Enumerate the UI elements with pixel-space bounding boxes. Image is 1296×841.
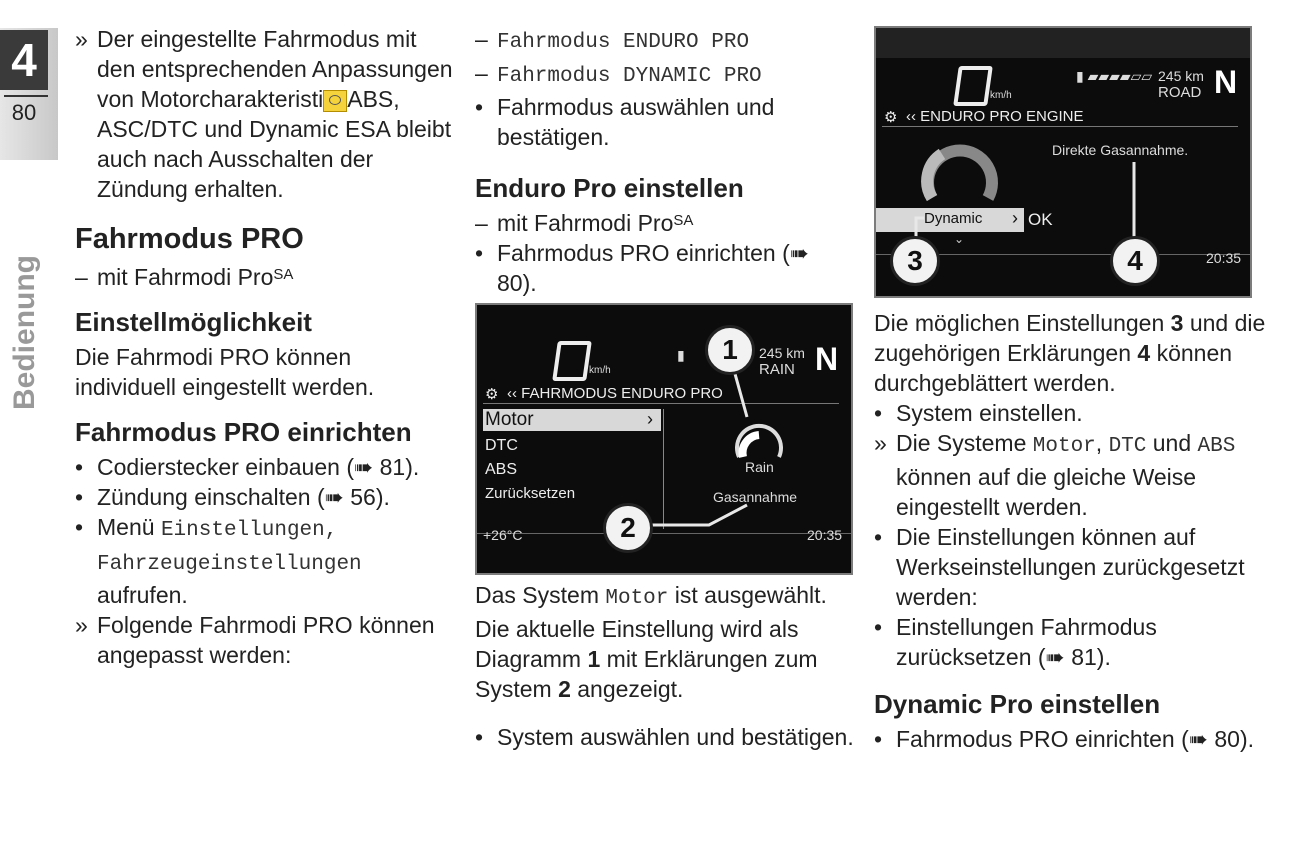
chapter-divider: [4, 95, 48, 97]
chapter-number: 4: [0, 30, 48, 90]
dashboard-screen-enduro-pro: km/h ▮ 245 km RAIN N ⚙ ‹‹ FAHRMODUS ENDURO PRO Motor › DTC ABS Zurücksetzen Rain Gasannahme +26°C 20:35 1 2: [475, 303, 853, 575]
gear-icon: ⚙: [884, 109, 898, 126]
column-1: [75, 24, 455, 670]
comment-icon[interactable]: [323, 90, 347, 112]
step-reset: • Einstellungen Fahrmodus zurücksetzen (➠ 81).: [874, 614, 1157, 670]
chevron-right-icon: ›: [1012, 208, 1018, 228]
gear-icon: ⚙: [485, 386, 499, 403]
step-system-set: • System einstellen.: [874, 400, 1083, 426]
info-systems: » Die Systeme Motor, DTC und ABS können auf die gleiche Weise eingestellt werden.: [874, 430, 1236, 520]
dashboard-screen-enduro-engine: km/h ▮ ▰▰▰▰▱▱ 245 km ROAD N ⚙ ‹‹ ENDURO PRO ENGINE Direkte Gasannahme. Dynamic › OK ⌄ 20:35 3 4: [874, 26, 1252, 298]
heading-enduro-pro: Enduro Pro einstellen: [475, 173, 744, 203]
step-dynamic-setup: • Fahrmodus PRO einrichten (➠ 80).: [874, 726, 1255, 752]
setting-dynamic[interactable]: Dynamic: [924, 210, 983, 227]
heading-fahrmodus-pro: Fahrmodus PRO: [75, 223, 304, 255]
callout-4: 4: [1110, 236, 1160, 286]
step-system-select: • System auswählen und bestätigen.: [475, 724, 854, 750]
mode-enduro: – Fahrmodus ENDURO PRO: [475, 26, 750, 54]
ok-label[interactable]: OK: [1028, 210, 1053, 229]
heading-einstellmoeglichkeit: Einstellmöglichkeit: [75, 307, 312, 337]
menu-item-motor[interactable]: Motor: [485, 409, 534, 430]
fuel-gauge-icon: ▮ ▰▰▰▰▱▱: [1076, 68, 1153, 84]
caption-screen-2: Die möglichen Einstellungen 3 und die zugehörigen Erklärungen 4 können durchgeblättert werden.: [874, 310, 1266, 396]
menu-item-reset[interactable]: Zurücksetzen: [485, 485, 576, 502]
heading-dynamic-pro: Dynamic Pro einstellen: [874, 689, 1161, 719]
sa-line: – mit Fahrmodi Pro$^{SA}$: [75, 264, 294, 290]
sa-line-2: – mit Fahrmodi Pro$^{SA}$: [475, 210, 694, 236]
step-setup-pro: • Fahrmodus PRO einrichten (➠ 80).: [475, 240, 809, 296]
callout-lines: [477, 305, 851, 573]
step-menu: • Menü Einstellungen, Fahrzeugeinstellungen aufrufen.: [75, 514, 362, 608]
chevron-down-icon: ⌄: [954, 232, 965, 246]
intro-result: » Der eingestellte Fahrmodus mit den entsprechenden Anpassungen von Motorcharakteristi ABS, ASC/DTC und Dynamic ESA bleibt auch nach Ausschalten der Zündung erhalten.: [75, 26, 453, 202]
column-3: [874, 308, 1284, 754]
section-label: Bedienung: [8, 255, 41, 410]
column-2: [475, 24, 855, 298]
callout-1: 1: [705, 325, 755, 375]
fuel-icon: ▮: [677, 347, 685, 363]
step-folgende: » Folgende Fahrmodi PRO können angepasst werden:: [75, 612, 435, 668]
chevron-right-icon: ›: [647, 409, 653, 429]
info-reset: • Die Einstellungen können auf Werkseinstellungen zurückgesetzt werden:: [874, 524, 1245, 610]
step-zuendung: • Zündung einschalten (➠ 56).: [75, 484, 390, 510]
callout-2: 2: [603, 503, 653, 553]
einstell-text: Die Fahrmodi PRO können individuell eingestellt werden.: [75, 344, 375, 400]
menu-item-dtc[interactable]: DTC: [485, 437, 518, 454]
mode-dynamic: – Fahrmodus DYNAMIC PRO: [475, 60, 762, 88]
step-codierstecker: • Codierstecker einbauen (➠ 81).: [75, 454, 420, 480]
heading-einrichten: Fahrmodus PRO einrichten: [75, 417, 412, 447]
menu-item-abs[interactable]: ABS: [485, 461, 518, 478]
caption-screen-1: Das System Motor ist ausgewählt. Die aktuelle Einstellung wird als Diagramm 1 mit Erklärungen zum System 2 angezeigt. • System auswählen und bestätigen.: [475, 582, 854, 750]
step-select-mode: • Fahrmodus auswählen und bestätigen.: [475, 94, 775, 150]
callout-3: 3: [890, 236, 940, 286]
page-number: 80: [11, 100, 37, 125]
